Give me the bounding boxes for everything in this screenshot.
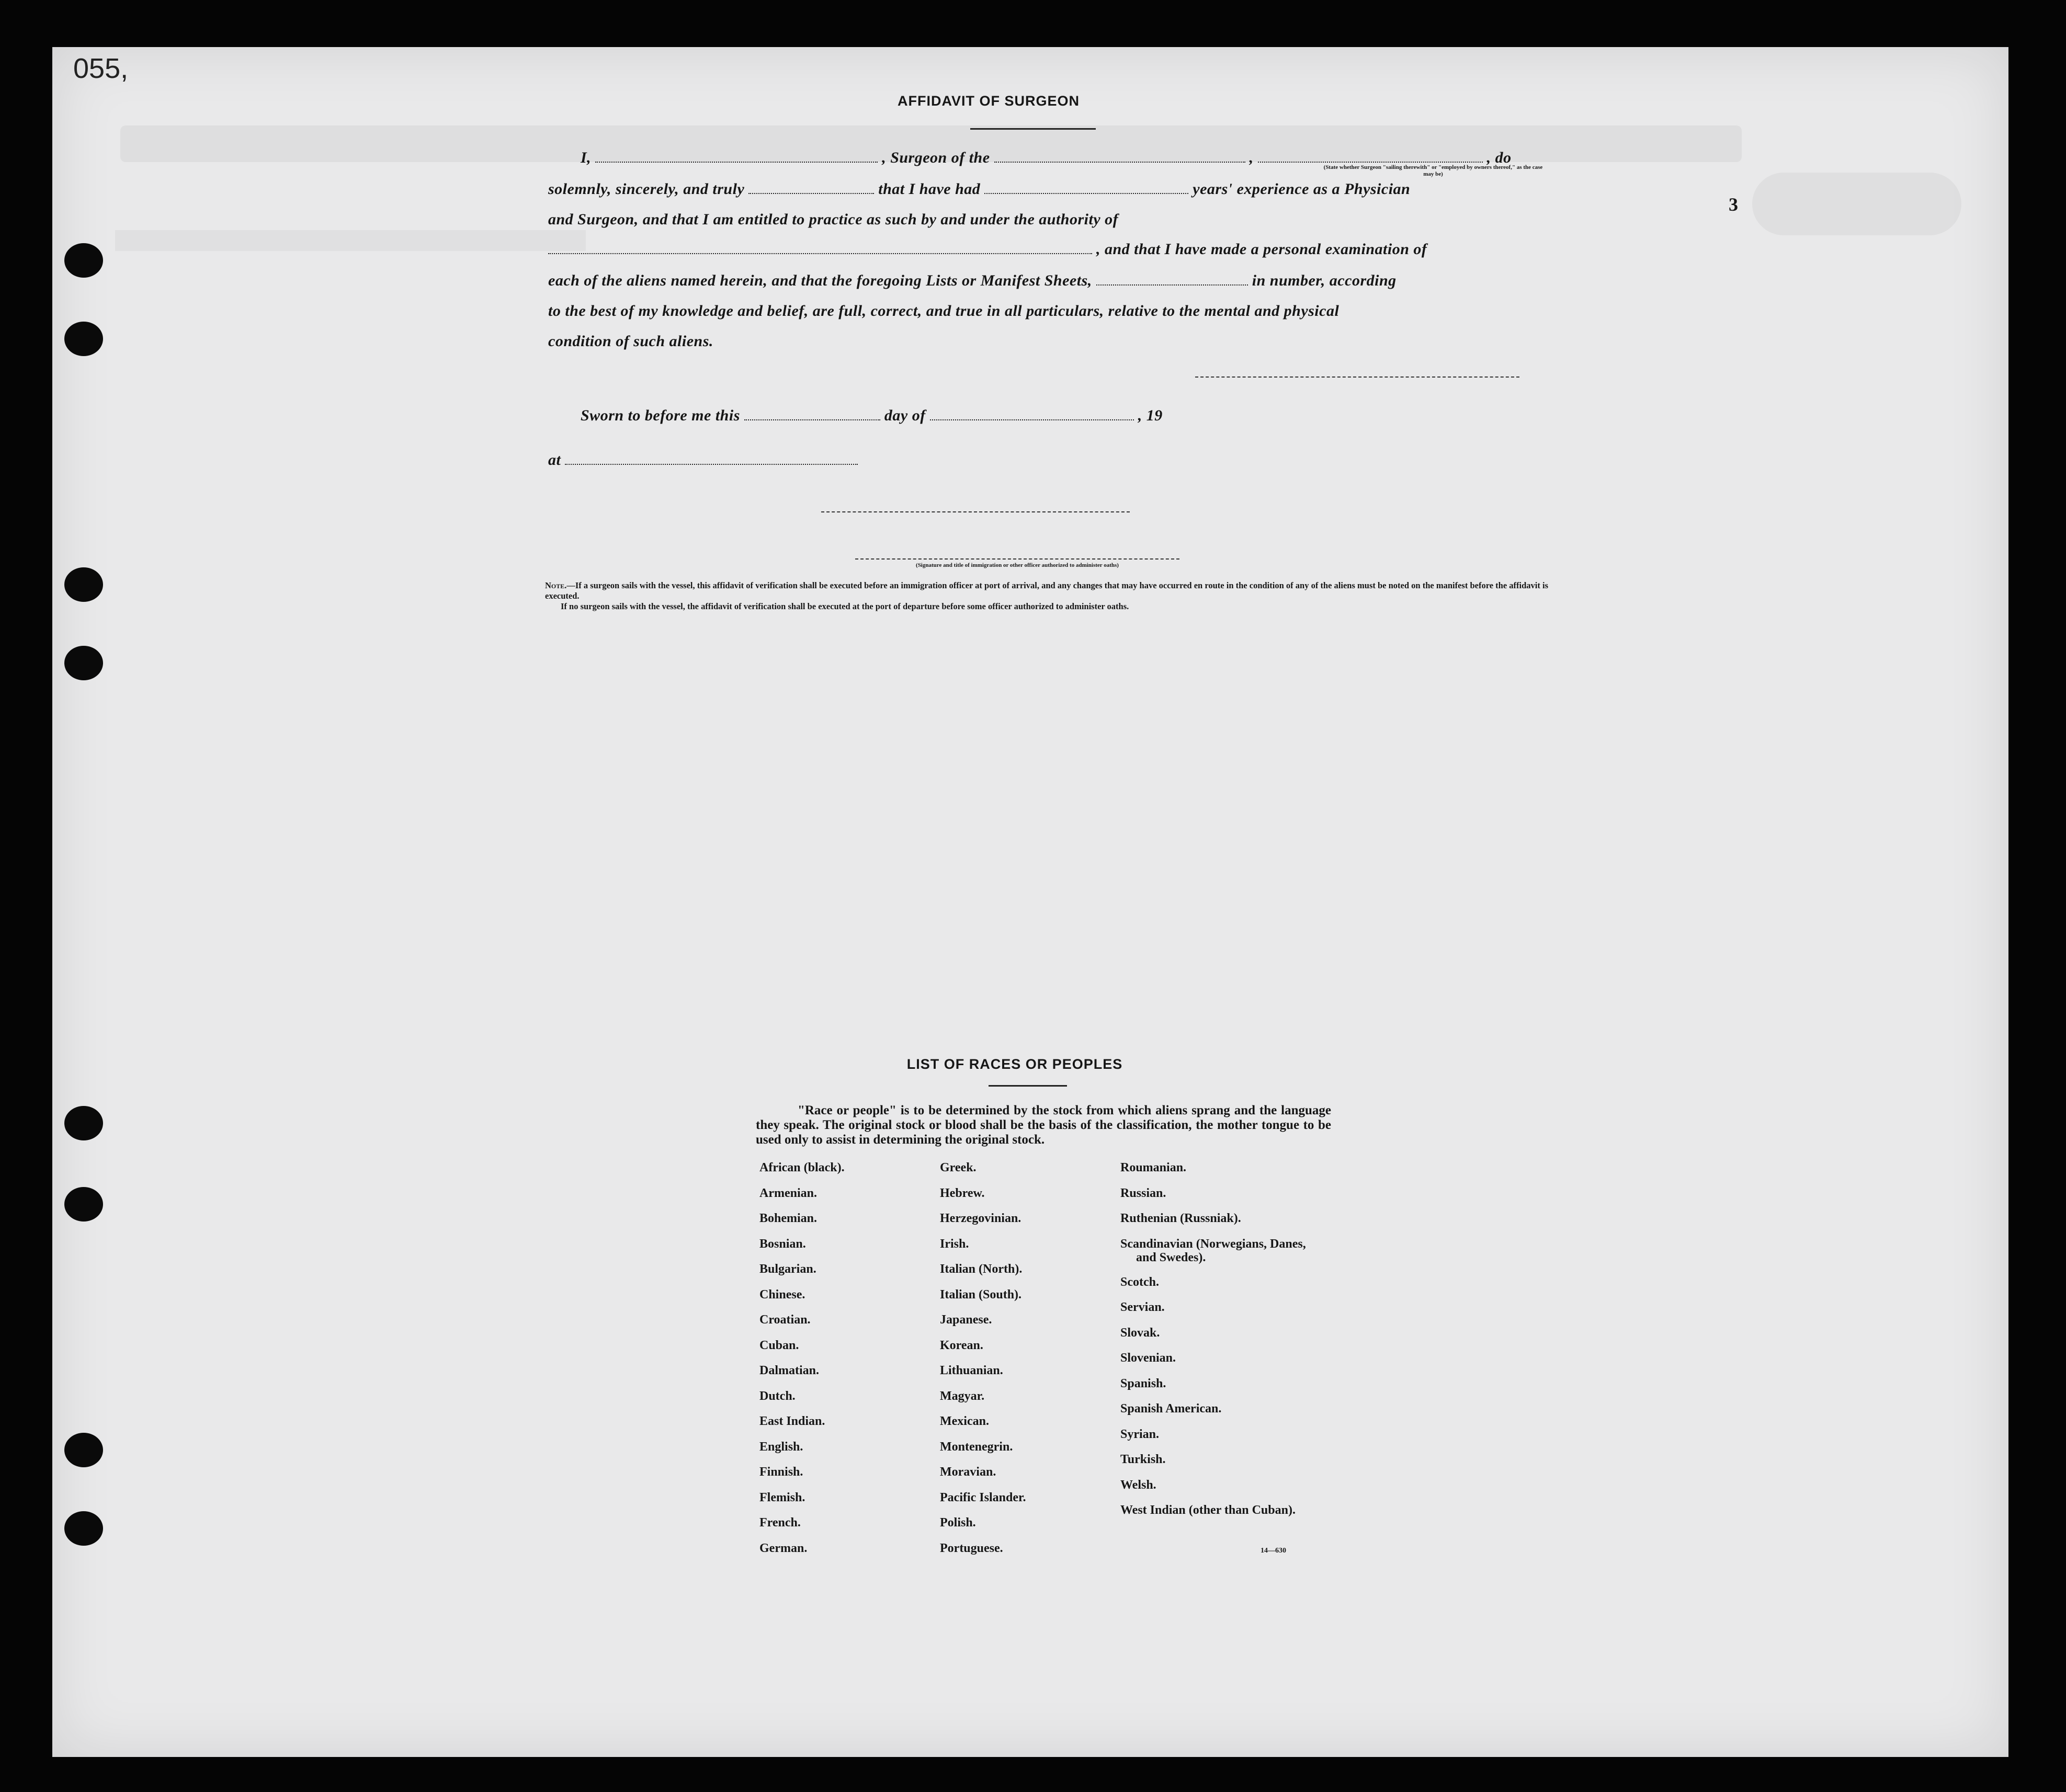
punch-hole	[64, 243, 103, 278]
line1-end: , do	[1486, 149, 1512, 166]
sworn-month-blank[interactable]	[930, 419, 1134, 420]
race-item: Bulgarian.	[759, 1262, 816, 1276]
race-item: Portuguese.	[940, 1541, 1003, 1555]
race-item: Russian.	[1120, 1186, 1166, 1200]
affidavit-line-4	[548, 241, 1427, 258]
affidavit-line-2	[548, 180, 1410, 198]
place-blank[interactable]	[565, 463, 858, 465]
race-item: Italian (North).	[940, 1262, 1023, 1276]
officer-signature-line[interactable]	[821, 511, 1130, 512]
vessel-name-blank[interactable]	[994, 161, 1245, 163]
line4-text: , and that I have made a personal examination of	[1096, 241, 1427, 258]
race-item: Italian (South).	[940, 1287, 1022, 1302]
race-item: Roumanian.	[1120, 1161, 1187, 1174]
race-item: French.	[759, 1516, 801, 1530]
line3-text: and Surgeon, and that I am entitled to practice as such by and under the authority of	[548, 211, 1119, 228]
line5-start: each of the aliens named herein, and that the foregoing Lists or Manifest Sheets,	[548, 272, 1092, 289]
manifest-page	[52, 47, 2008, 1757]
punch-hole	[64, 567, 103, 602]
line2-start: solemnly, sincerely, and truly	[548, 180, 745, 198]
at-label: at	[548, 451, 561, 469]
race-item: Mexican.	[940, 1414, 989, 1428]
sworn-line	[581, 407, 1163, 425]
line5-end: in number, according	[1252, 272, 1397, 289]
note-text-2: If no surgeon sails with the vessel, the affidavit of verification shall be executed at the port of departure before some officer authorized to administer oaths.	[561, 601, 1129, 611]
race-item: Hebrew.	[940, 1186, 985, 1200]
affidavit-line-3	[548, 211, 1118, 229]
surgeon-signature-line[interactable]	[1195, 376, 1519, 378]
note-text-1: —If a surgeon sails with the vessel, this affidavit of verification shall be executed before an immigration officer at port of arrival, and any changes that may have occurred en route in the condition of any of the aliens must be noted on the manifest before the affidavit is executed.	[545, 580, 1548, 601]
officer-title-line[interactable]	[855, 558, 1179, 560]
sworn-end: , 19	[1138, 407, 1163, 424]
surgeon-name-blank[interactable]	[595, 161, 878, 163]
punch-hole	[64, 322, 103, 356]
affidavit-note	[545, 580, 1570, 612]
race-item: Spanish.	[1120, 1376, 1166, 1390]
race-item: Dutch.	[759, 1389, 796, 1403]
race-item: Greek.	[940, 1161, 977, 1174]
line6-text: to the best of my knowledge and belief, are full, correct, and true in all particulars, relative to the mental and physical	[548, 302, 1340, 319]
owners-note: (State whether Surgeon "sailing therewith" or "employed by owners thereof," as the case may be)	[1323, 164, 1543, 177]
line1-start: I,	[581, 149, 592, 166]
race-item: Scotch.	[1120, 1275, 1159, 1289]
race-item: Cuban.	[759, 1338, 799, 1352]
years-experience-blank[interactable]	[984, 192, 1188, 194]
affirm-blank[interactable]	[748, 192, 874, 194]
race-item: Croatian.	[759, 1313, 811, 1327]
punch-hole	[64, 646, 103, 680]
sailing-status-blank[interactable]	[1258, 161, 1483, 163]
race-item: Dalmatian.	[759, 1364, 819, 1377]
race-item: German.	[759, 1541, 808, 1555]
race-item: Bohemian.	[759, 1212, 818, 1225]
race-item: Flemish.	[759, 1490, 805, 1504]
affidavit-line-6	[548, 302, 1339, 320]
bleed-through-shadow	[1752, 173, 1961, 235]
sheets-count-blank[interactable]	[1096, 284, 1248, 286]
race-item: Ruthenian (Russniak).	[1120, 1212, 1241, 1225]
race-item: Lithuanian.	[940, 1364, 1003, 1377]
race-item: West Indian (other than Cuban).	[1120, 1503, 1296, 1517]
race-item: Chinese.	[759, 1287, 805, 1302]
line2-end: years' experience as a Physician	[1193, 180, 1411, 198]
affidavit-line-5	[548, 272, 1397, 290]
form-code: 14—630	[1261, 1547, 1286, 1555]
race-item: Armenian.	[759, 1186, 817, 1200]
sworn-start: Sworn to before me this	[581, 407, 740, 424]
affidavit-line-7	[548, 333, 713, 350]
race-item: Polish.	[940, 1516, 976, 1530]
affidavit-title: AFFIDAVIT OF SURGEON	[898, 93, 1080, 109]
authority-blank[interactable]	[548, 253, 1092, 254]
sworn-day-blank[interactable]	[744, 419, 880, 420]
race-item: Irish.	[940, 1237, 969, 1251]
race-item: Slovenian.	[1120, 1351, 1176, 1365]
sworn-mid: day of	[884, 407, 926, 424]
line1-comma: ,	[1249, 149, 1254, 166]
race-item: Syrian.	[1120, 1427, 1160, 1441]
punch-hole	[64, 1433, 103, 1467]
race-item: Slovak.	[1120, 1326, 1160, 1340]
punch-hole	[64, 1106, 103, 1140]
races-intro: "Race or people" is to be determined by the stock from which aliens sprang and the language they speak. The original stock or blood shall be the basis of the classification, the mother tongue to be used only to assist in determining the original stock.	[756, 1103, 1331, 1147]
race-item: Scandinavian (Norwegians, Danes, and Swedes).	[1120, 1237, 1306, 1264]
race-item: Finnish.	[759, 1465, 803, 1479]
race-item: Spanish American.	[1120, 1402, 1222, 1416]
punch-hole	[64, 1511, 103, 1546]
race-item: Herzegovinian.	[940, 1212, 1021, 1225]
line1-mid: , Surgeon of the	[882, 149, 990, 166]
races-title: LIST OF RACES OR PEOPLES	[906, 1056, 1123, 1072]
punch-hole	[64, 1187, 103, 1222]
race-item: English.	[759, 1440, 803, 1454]
line7-text: condition of such aliens.	[548, 333, 713, 350]
races-title-underline	[989, 1085, 1067, 1087]
race-item: East Indian.	[759, 1414, 825, 1428]
stamped-page-number: 3	[1729, 194, 1738, 215]
bleed-through-shadow	[115, 230, 586, 251]
note-paragraph-1	[545, 580, 1570, 601]
race-item: Pacific Islander.	[940, 1490, 1026, 1504]
race-item: Turkish.	[1120, 1453, 1166, 1466]
race-item: Welsh.	[1120, 1478, 1156, 1492]
at-line	[548, 451, 862, 469]
signature-caption: (Signature and title of immigration or other officer authorized to administer oaths)	[916, 562, 1119, 568]
handwritten-page-number: 055,	[73, 53, 129, 84]
line2-mid: that I have had	[878, 180, 981, 198]
race-item: Japanese.	[940, 1313, 992, 1327]
race-item: Bosnian.	[759, 1237, 806, 1251]
race-item: Moravian.	[940, 1465, 996, 1479]
race-item: Korean.	[940, 1338, 983, 1352]
race-item: Montenegrin.	[940, 1440, 1013, 1454]
race-item: Servian.	[1120, 1300, 1165, 1314]
note-label: Note.	[545, 580, 567, 590]
race-item: Magyar.	[940, 1389, 985, 1403]
title-underline	[970, 128, 1096, 130]
race-item: African (black).	[759, 1161, 845, 1174]
